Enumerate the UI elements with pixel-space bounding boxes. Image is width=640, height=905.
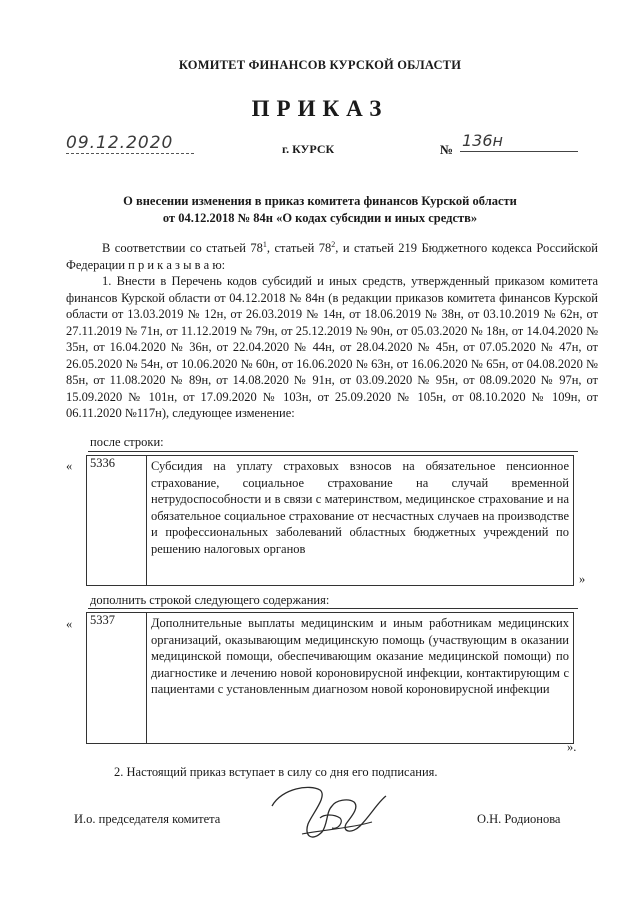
close-quote-1: » <box>579 572 586 586</box>
add-line-label: дополнить строкой следующего содержания: <box>90 593 330 607</box>
row2-text: Дополнительные выплаты медицинским и иным работникам медицинских организаций, оказывающим медицинскую помощь (участвующим в оказании медицинской помощи, обеспечивающим оказание медицинской помощи) по диагностике и лечению новой короновирусной инфекции, контактирующим с пациентами с установленным диагнозом новой короновирусной инфекции <box>151 616 569 696</box>
signature-icon <box>262 778 392 848</box>
row1-code: 5336 <box>90 456 115 470</box>
close-quote-2: ». <box>567 740 577 754</box>
row2-text-cell <box>146 612 574 744</box>
item-1-paragraph: 1. Внести в Перечень кодов субсидий и иных средств, утвержденный приказом комитета финансов Курской области от 04.12.2018 № 84н (в редакции приказов комитета финансов Курской области от 13.03.2019 № 12н, от 26.03.2019 № 14н, от 18.06.2019 № 38н, от 03.10.2019 № 62н, от 27.11.2019 № 71н, от 11.12.2019 № 79н, от 25.12.2019 № 90н, от 05.03.2020 № 18н, от 14.04.2020 № 35н, от 16.04.2020 № 36н, от 22.04.2020 № 44н, от 28.04.2020 № 45н, от 07.05.2020 № 47н, от 26.05.2020 № 54н, от 10.06.2020 № 60н, от 16.06.2020 № 63н, от 16.06.2020 № 65н, от 04.08.2020 № 85н, от 11.08.2020 № 89н, от 14.08.2020 № 91н, от 03.09.2020 № 95н, от 08.09.2020 № 97н, от 15.09.2020 № 101н, от 17.09.2020 № 103н, от 25.09.2020 № 105н, от 08.10.2020 № 109н, от 06.11.2020 №117н), следующее изменение: <box>66 274 598 420</box>
intro-text-1: В соответствии со статьей 78 <box>102 241 263 255</box>
item-2-paragraph: 2. Настоящий приказ вступает в силу со дня его подписания. <box>114 765 438 779</box>
intro-sup-2: 2 <box>331 239 336 249</box>
after-line-label: после строки: <box>90 435 164 449</box>
row1-text-cell <box>146 455 574 586</box>
intro-paragraph <box>66 240 598 273</box>
signer-name: О.Н. Родионова <box>477 812 561 826</box>
intro-sup-1: 1 <box>262 239 267 249</box>
divider <box>88 451 578 452</box>
open-quote-1: « <box>66 459 73 473</box>
row1-text: Субсидия на уплату страховых взносов на обязательное пенсионное страхование, социальное страхование на случай временной нетрудоспособности и в связи с материнством, медицинское страхование и на обязательное социальное страхование от несчастных случаев на производстве и профессиональных заболеваний областных бюджетных учреждений по решению налоговых органов <box>151 459 569 556</box>
row2-code-cell <box>86 612 147 744</box>
signer-position: И.о. председателя комитета <box>74 812 221 826</box>
document-date: 09.12.2020 <box>66 133 194 154</box>
document-title: ПРИКАЗ <box>251 96 389 121</box>
divider <box>88 608 578 609</box>
row2-code: 5337 <box>90 613 115 627</box>
subject-line-2: от 04.12.2018 № 84н «О кодах субсидии и иных средств» <box>162 211 478 225</box>
number-label: № <box>440 142 454 157</box>
intro-text-3: , и статьей 219 Бюджетного кодекса Российской Федерации п р и к а з ы в а ю: <box>66 241 598 272</box>
document-subject <box>110 193 530 227</box>
intro-text-2: , статьей 78 <box>266 241 332 255</box>
committee-name: КОМИТЕТ ФИНАНСОВ КУРСКОЙ ОБЛАСТИ <box>178 58 462 72</box>
document-number: 136н <box>460 131 578 152</box>
open-quote-2: « <box>66 617 73 631</box>
document-city: г. КУРСК <box>282 142 335 156</box>
subject-line-1: О внесении изменения в приказ комитета финансов Курской области <box>123 194 517 208</box>
row1-code-cell <box>86 455 147 586</box>
